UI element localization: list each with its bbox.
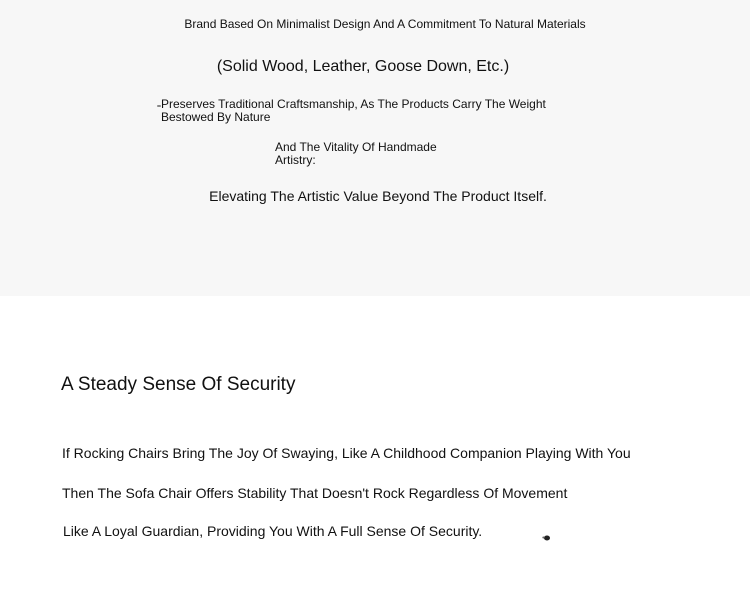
brand-intro-section bbox=[0, 0, 750, 296]
section-title: A Steady Sense Of Security bbox=[61, 374, 296, 395]
security-paragraph-2: Then The Sofa Chair Offers Stability That Doesn't Rock Regardless Of Movement bbox=[62, 485, 568, 501]
artistic-value-text: Elevating The Artistic Value Beyond The Product Itself. bbox=[209, 188, 547, 204]
security-paragraph-1: If Rocking Chairs Bring The Joy Of Swaying, Like A Childhood Companion Playing With You bbox=[62, 445, 631, 461]
handmade-artistry-text: And The Vitality Of Handmade Artistry: bbox=[275, 140, 437, 167]
materials-list: (Solid Wood, Leather, Goose Down, Etc.) bbox=[216, 58, 510, 75]
security-paragraph-3: Like A Loyal Guardian, Providing You With A Full Sense Of Security. bbox=[63, 523, 483, 539]
mouse-cursor-icon bbox=[542, 535, 550, 541]
craftsmanship-text: Preserves Traditional Craftsmanship, As The Products Carry The Weight Bestowed By Nature bbox=[161, 97, 546, 124]
brand-statement: Brand Based On Minimalist Design And A Commitment To Natural Materials bbox=[184, 17, 586, 31]
